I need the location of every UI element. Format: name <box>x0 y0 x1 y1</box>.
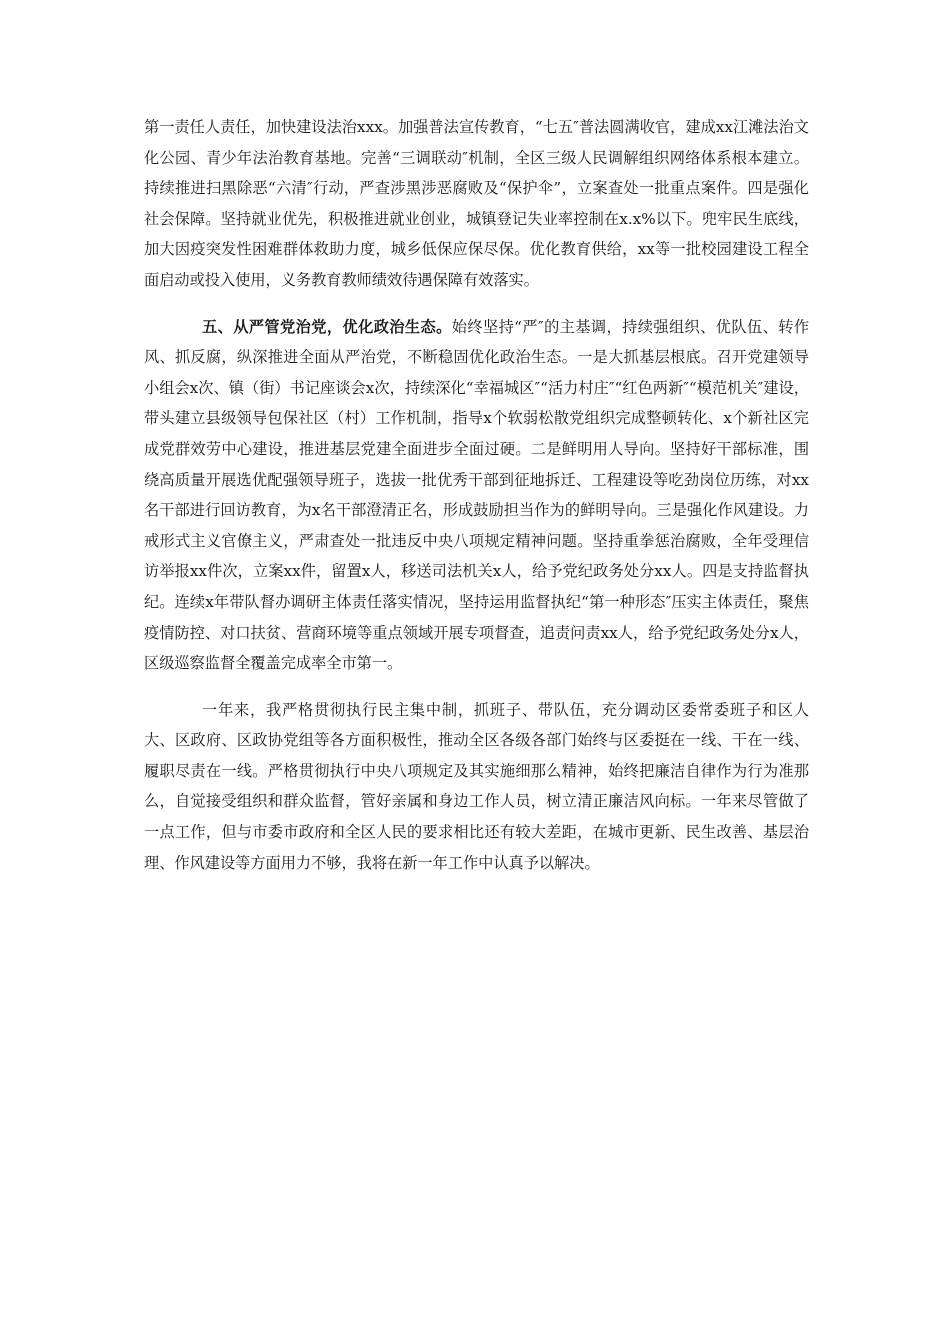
paragraph-3-text: 一年来，我严格贯彻执行民主集中制，抓班子、带队伍，充分调动区委常委班子和区人大、区政府、区政协党组等各方面积极性，推动全区各级各部门始终与区委挺在一线、干在一线、履职尽责在一线。严格贯彻执行中央八项规定及其实施细那么精神，始终把廉洁自律作为行为准那么，自觉接受组织和群众监督，管好亲属和身边工作人员，树立清正廉洁风向标。一年来尽管做了一点工作，但与市委市政府和全区人民的要求相比还有较大差距，在城市更新、民生改善、基层治理、作风建设等方面用力不够，我将在新一年工作中认真予以解决。 <box>144 700 809 872</box>
paragraph-1-text: 第一责任人责任，加快建设法治xxx。加强普法宣传教育，“七五″普法圆满收官，建成xx江滩法治文化公园、青少年法治教育基地。完善“三调联动″机制，全区三级人民调解组织网络体系根本建立。持续推进扫黑除恶“六清″行动，严查涉黑涉恶腐败及“保护伞”，立案查处一批重点案件。四是强化社会保障。坚持就业优先，积极推进就业创业，城镇登记失业率控制在x.x%以下。兜牢民生底线，加大因疫突发性困难群体救助力度，城乡低保应保尽保。优化教育供给，xx等一批校园建设工程全面启动或投入使用，义务教育教师绩效待遇保障有效落实。 <box>144 118 809 289</box>
paragraph-2-text: 始终坚持“严″的主基调，持续强组织、优队伍、转作风、抓反腐，纵深推进全面从严治党，不断稳固优化政治生态。一是大抓基层根底。召开党建领导小组会x次、镇（街）书记座谈会x次，持续深化“幸福城区″“活力村庄″“红色两新″“模范机关″建设，带头建立县级领导包保社区（村）工作机制，指导x个软弱松散党组织完成整顿转化、x个新社区完成党群效劳中心建设，推进基层党建全面进步全面过硬。二是鲜明用人导向。坚持好干部标准，围绕高质量开展选优配强领导班子，选拔一批优秀干部到征地拆迁、工程建设等吃劲岗位历练，对xx名干部进行回访教育，为x名干部澄清正名，形成鼓励担当作为的鲜明导向。三是强化作风建设。力戒形式主义官僚主义，严肃查处一批违反中央八项规定精神问题。坚持重拳惩治腐败，全年受理信访举报xx件次，立案xx件，留置x人，移送司法机关x人，给予党纪政务处分xx人。四是支持监督执纪。连续x年带队督办调研主体责任落实情况，坚持运用监督执纪“第一种形态″压实主体责任，聚焦疫情防控、对口扶贫、营商环境等重点领域开展专项督查，追责问责xx人，给予党纪政务处分x人，区级巡察监督全覆盖完成率全市第一。 <box>144 317 810 673</box>
paragraph-1 <box>144 112 809 296</box>
paragraph-3 <box>144 695 809 879</box>
paragraph-2 <box>144 312 809 679</box>
document-body <box>144 112 809 894</box>
section-five-heading: 五、从严管党治党，优化政治生态。 <box>202 317 452 336</box>
